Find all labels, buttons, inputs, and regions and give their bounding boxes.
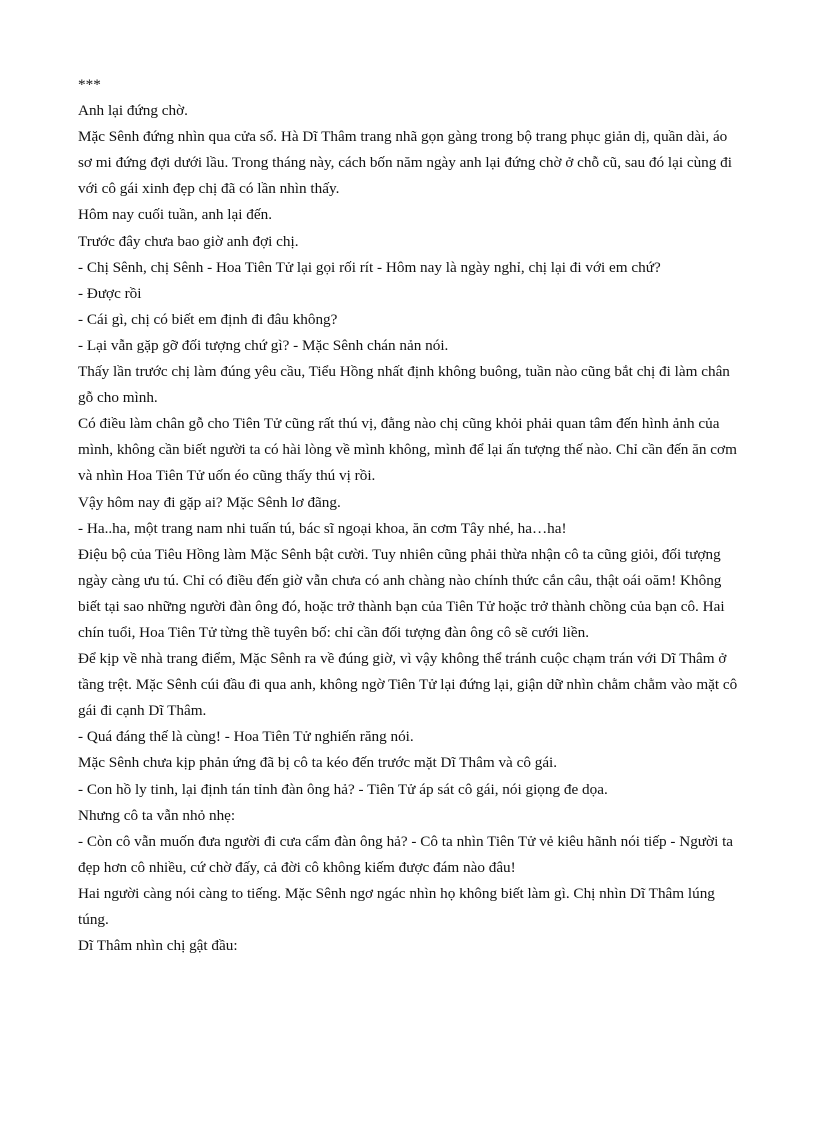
- paragraph: Điệu bộ của Tiêu Hồng làm Mặc Sênh bật cười. Tuy nhiên cũng phải thừa nhận cô ta cũng giỏi, đối tượng ngày càng ưu tú. Chỉ có điều đến giờ vẫn chưa có anh chàng nào chính thức cắn câu, thật oái oăm! Không biết tại sao những người đàn ông đó, hoặc trở thành bạn của Tiên Tử hoặc trở thành chồng của bạn cô. Hai chín tuổi, Hoa Tiên Tử từng thề tuyên bố: chỉ cần đối tượng đàn ông cô sẽ cưới liền.: [78, 545, 725, 641]
- paragraph: Mặc Sênh đứng nhìn qua cửa sổ. Hà Dĩ Thâm trang nhã gọn gàng trong bộ trang phục giản dị, quần dài, áo sơ mi đứng đợi dưới lầu. Trong tháng này, cách bốn năm ngày anh lại đứng chờ ở chỗ cũ, sau đó lại cùng đi với cô gái xinh đẹp chị đã có lần nhìn thấy.: [78, 128, 732, 198]
- paragraph: Nhưng cô ta vẫn nhỏ nhẹ:: [78, 806, 236, 824]
- paragraph: Để kịp về nhà trang điểm, Mặc Sênh ra về đúng giờ, vì vậy không thể tránh cuộc chạm trán với Dĩ Thâm ở tầng trệt. Mặc Sênh cúi đầu đi qua anh, không ngờ Tiên Tử lại đứng lại, giận dữ nhìn chằm chằm vào mặt cô gái đi cạnh Dĩ Thâm.: [78, 650, 738, 720]
- paragraph: Có điều làm chân gỗ cho Tiên Tử cũng rất thú vị, đằng nào chị cũng khỏi phải quan tâm đến hình ảnh của mình, không cần biết người ta có hài lòng về mình không, mình để lại ấn tượng thế nào. Chỉ cần đến ăn cơm và nhìn Hoa Tiên Tử uốn éo cũng thấy thú vị rồi.: [78, 415, 737, 485]
- paragraph: Vậy hôm nay đi gặp ai? Mặc Sênh lơ đãng.: [78, 493, 341, 511]
- paragraph: Trước đây chưa bao giờ anh đợi chị.: [78, 232, 299, 250]
- paragraph: - Chị Sênh, chị Sênh - Hoa Tiên Tử lại gọi rối rít - Hôm nay là ngày nghỉ, chị lại đi với em chứ?: [78, 258, 661, 276]
- paragraph: - Còn cô vẫn muốn đưa người đi cưa cẩm đàn ông hả? - Cô ta nhìn Tiên Tử vẻ kiêu hãnh nói tiếp - Người ta đẹp hơn cô nhiều, cứ chờ đấy, cả đời cô không kiếm được đám nào đâu!: [78, 832, 734, 876]
- paragraph: - Cái gì, chị có biết em định đi đâu không?: [78, 310, 338, 328]
- paragraph: - Lại vẫn gặp gỡ đối tượng chứ gì? - Mặc Sênh chán nản nói.: [78, 336, 449, 354]
- paragraph: - Được rồi: [78, 284, 142, 302]
- paragraph: Thấy lần trước chị làm đúng yêu cầu, Tiểu Hồng nhất định không buông, tuần nào cũng bắt chị đi làm chân gỗ cho mình.: [78, 363, 730, 407]
- paragraph: Hai người càng nói càng to tiếng. Mặc Sênh ngơ ngác nhìn họ không biết làm gì. Chị nhìn Dĩ Thâm lúng túng.: [78, 884, 715, 928]
- paragraph: ***: [78, 76, 101, 93]
- paragraph: - Con hồ ly tinh, lại định tán tỉnh đàn ông hả? - Tiên Tử áp sát cô gái, nói giọng đe dọa.: [78, 780, 608, 798]
- paragraph: Hôm nay cuối tuần, anh lại đến.: [78, 206, 273, 224]
- paragraph: Anh lại đứng chờ.: [78, 102, 188, 120]
- paragraph: Dĩ Thâm nhìn chị gật đầu:: [78, 937, 238, 955]
- paragraph: Mặc Sênh chưa kịp phản ứng đã bị cô ta kéo đến trước mặt Dĩ Thâm và cô gái.: [78, 754, 558, 772]
- paragraph: - Quá đáng thế là cùng! - Hoa Tiên Tử nghiến răng nói.: [78, 728, 414, 746]
- document-body: [78, 72, 743, 959]
- paragraph: - Ha..ha, một trang nam nhi tuấn tú, bác sĩ ngoại khoa, ăn cơm Tây nhé, ha…ha!: [78, 519, 567, 537]
